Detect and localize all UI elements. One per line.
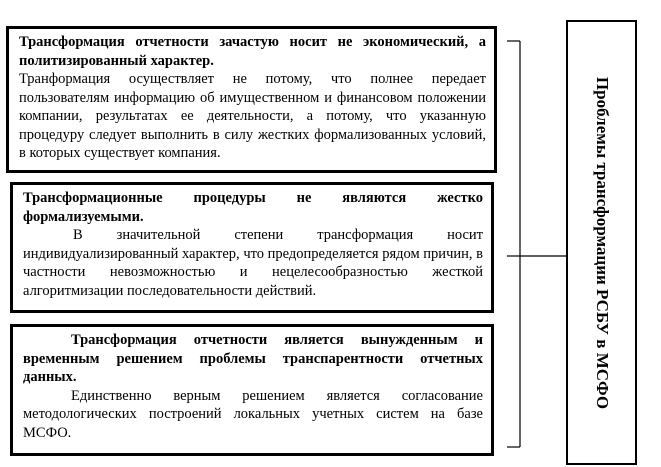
problem-text: В значительной степени трансформация носит индивидуализированный характер, что предопределяется рядом причин, в частности невозможностью и нецелесообразностью жесткой алгоритмизации последовательности действий. [23,227,483,299]
problem-text: Транформация осуществляет не потому, что полнее передает пользователям информацию об имущественном и финансовом положении компании, результатах ее деятельности, а потому, что указанную процедуру следует выполнить в силу жестких формализованных условий, в которых существует компания. [19,71,486,161]
problem-heading: Трансформационные процедуры не являются жестко формализуемыми. [23,190,483,225]
problem-text: Единственно верным решением является согласование методологических построений локальных учетных систем на базе МСФО. [23,387,483,441]
problem-box-transparency [10,324,494,456]
problem-heading: Трансформация отчетности является вынужденным и временным решением проблемы транспарентности отчетных данных. [23,332,483,385]
side-title-panel [566,20,637,465]
side-title: Проблемы трансформации РСБУ в МСФО [592,76,612,409]
problem-box-formalization [10,182,494,313]
problem-box-political [6,26,497,173]
problem-heading: Трансформация отчетности зачастую носит не экономический, а политизированный характер. [19,34,486,69]
